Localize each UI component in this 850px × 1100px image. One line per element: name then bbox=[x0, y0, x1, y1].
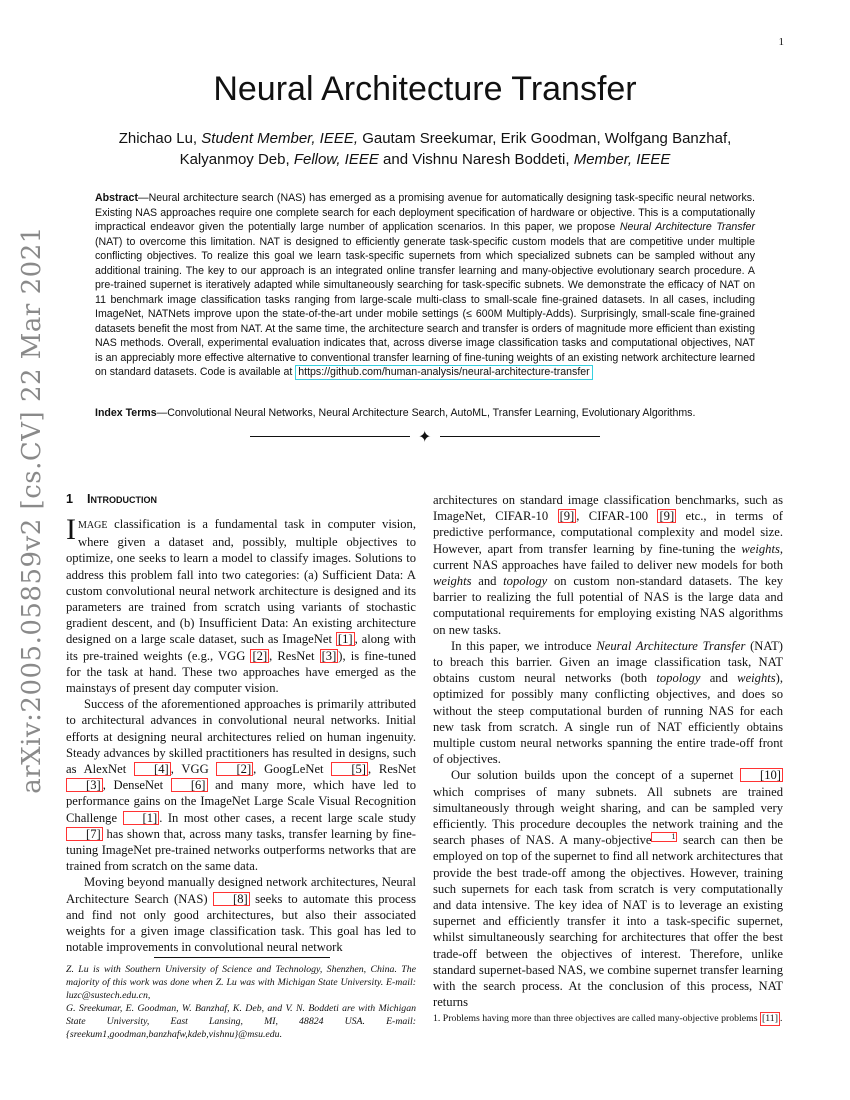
citation-link[interactable]: [2] bbox=[216, 762, 253, 776]
author-4-role: Member, IEEE bbox=[573, 151, 671, 168]
paragraph bbox=[433, 767, 783, 1010]
paragraph bbox=[66, 874, 416, 955]
italic-term: topology bbox=[656, 671, 701, 686]
text: (NAT) to breach this barrier. Given an image classification task, NAT obtains custom neural networks (both bbox=[433, 638, 783, 686]
text: and bbox=[471, 574, 504, 589]
abstract-text-1: —Neural architecture search (NAS) has emerged as a promising avenue for automatically designing task-specific neural networks. Existing NAS approaches require one complete search for each deployment specification of hardware or objective. This is a computationally impractical endeavor given the potentially large number of application scenarios. In this paper, we propose bbox=[95, 192, 755, 233]
italic-term: topology bbox=[503, 574, 548, 589]
italic-term: weights bbox=[433, 574, 472, 589]
abstract-nat-term: Neural Architecture Transfer bbox=[619, 221, 755, 233]
citation-link[interactable]: [9] bbox=[559, 509, 575, 524]
citation-link[interactable]: [1] bbox=[123, 811, 160, 825]
separator-diamond-icon: ✦ bbox=[418, 427, 432, 446]
text: search can then be employed on top of the supernet to find all network architectures that provide the best trade-off among the objectives. However, training such supernets for each task from scratch is very computationally and data intensive. The key idea of NAT is to leverage an existing supernet and efficiently transfer it into a task-specific supernet, whilst simultaneously searching for architectures that offer the best trade-off between the objectives of interest. Therefore, unlike standard supernet-based NAS, we combine supernet transfer learning with the search process. At the conclusion of this process, NAT returns bbox=[433, 833, 783, 1010]
footnote-marker-link[interactable]: 1 bbox=[651, 832, 677, 842]
text: seeks to automate this process and find not only good architectures, but also their associated weights for a given image classification task. This goal has led to notable improvements in convolutional neural network bbox=[66, 891, 416, 955]
section-separator bbox=[250, 428, 600, 446]
citation-link[interactable]: [10] bbox=[740, 768, 783, 782]
section-number: 1 bbox=[66, 492, 74, 506]
abstract-label: Abstract bbox=[95, 192, 138, 204]
separator-line-left bbox=[250, 436, 410, 437]
footnote-rule bbox=[154, 957, 330, 958]
drop-cap: I bbox=[66, 513, 76, 546]
arxiv-stamp bbox=[12, 226, 52, 794]
author-2: Gautam Sreekumar, Erik Goodman, Wolfgang Banzhaf, bbox=[358, 130, 732, 147]
abstract-text-2: (NAT) to overcome this limitation. NAT is designed to efficiently generate task-specific custom models that are competitive under multiple conflicting objectives. To realize this goal we learn task-specific supernets from which specialized subnets can be sampled without any additional training. The key to our approach is an integrated online transfer learning and many-objective evolutionary search procedure. A pre-trained supernet is iteratively adapted while simultaneously searching for task-specific subnets. We demonstrate the efficacy of NAT on 11 benchmark image classification tasks ranging from large-scale multi-class to small-scale fine-grained datasets. In all cases, including ImageNet, NATNets improve upon the state-of-the-art under mobile settings (≤ 600M Multiply-Adds). Surprisingly, small-scale fine-grained datasets benefit the most from NAT. At the same time, the architecture search and transfer is orders of magnitude more efficient than existing NAS methods. Overall, experimental evaluation indicates that, across diverse image classification tasks and computational objectives, NAT is an appreciably more effective alternative to conventional transfer learning of fine-tuning weights of an existing network architecture learned on standard datasets. Code is available at bbox=[95, 235, 755, 378]
citation-link[interactable]: [6] bbox=[171, 778, 208, 792]
author-1-role: Student Member, IEEE, bbox=[201, 130, 359, 147]
code-repository-link[interactable]: https://github.com/human-analysis/neural-architecture-transfer bbox=[295, 365, 592, 380]
affiliation-2: G. Sreekumar, E. Goodman, W. Banzhaf, K. Deb, and V. N. Boddeti are with Michigan State University, East Lansing, MI, 48824 USA. E-mail: {sreekum1,goodman,banzhafw,kdeb,vishnu}@msu.edu. bbox=[66, 1003, 416, 1040]
citation-link[interactable]: [7] bbox=[66, 827, 103, 841]
right-column bbox=[433, 492, 783, 1011]
author-3: Kalyanmoy Deb, bbox=[179, 151, 294, 168]
text: , DenseNet bbox=[102, 778, 171, 793]
text: , CIFAR-100 bbox=[576, 509, 658, 524]
text: on custom non-standard datasets. The key barrier to realizing the full potential of NAS is the large data and computational requirements for employing existing NAS algorithms on new tasks. bbox=[433, 574, 783, 637]
text: ), optimized for possibly many conflicting objectives, and does so without the steep computational burden of running NAS for each new task from scratch. A single run of NAT efficiently obtains multiple custom neural networks spanning the entire trade-off front of objectives. bbox=[433, 671, 783, 767]
paper-title: Neural Architecture Transfer bbox=[213, 70, 637, 108]
left-column bbox=[66, 492, 416, 955]
text: Success of the aforementioned approaches is primarily attributed to architectural advances in convolutional neural networks. Initial efforts at designing neural architectures relied on human ingenuity. Steady advances by skilled practitioners has resulted in designs, such as AlexNet bbox=[66, 697, 416, 777]
section-title: Introduction bbox=[87, 492, 158, 506]
text: , GoogLeNet bbox=[253, 762, 332, 777]
text: which comprises of many subnets. All subnets are trained simultaneously through weight sharing, and can be sampled very efficiently. This procedure decouples the network training and the search phases of NAS. A many-objective bbox=[433, 784, 783, 848]
separator-line-right bbox=[440, 436, 600, 437]
text: and bbox=[700, 671, 738, 686]
citation-link[interactable]: [9] bbox=[659, 509, 675, 524]
text: . In most other cases, a recent large scale study bbox=[159, 810, 416, 825]
author-4: and Vishnu Naresh Boddeti, bbox=[378, 151, 574, 168]
citation-link[interactable]: [2] bbox=[252, 648, 268, 663]
text: Moving beyond manually designed network architectures, Neural Architecture Search (NAS) bbox=[66, 875, 416, 906]
text: , along with its pre-trained weights (e.g., VGG bbox=[66, 632, 416, 663]
citation-link[interactable]: [3] bbox=[66, 778, 103, 792]
text: has shown that, across many tasks, transfer learning by fine-tuning ImageNet pre-trained networks outperforms networks that are trained from scratch on the same data. bbox=[66, 826, 416, 874]
author-list bbox=[90, 128, 760, 170]
text: architectures on standard image classification benchmarks, such as ImageNet, CIFAR-10 bbox=[433, 493, 783, 524]
footnote bbox=[433, 1012, 783, 1026]
text: classification is a fundamental task in computer vision, where given a dataset and, possibly, multiple objectives to optimize, one seeks to learn a model to classify images. Solutions to address this problem fall into two categories: (a) Sufficient Data: A custom convolutional neural network architecture is designed and its parameters are trained from scratch using variants of stochastic gradient descent, and (b) Insufficient Data: An existing architecture designed on a large scale dataset, such as ImageNet bbox=[66, 517, 416, 647]
text: , current NAS approaches have failed to deliver new models for both bbox=[433, 541, 783, 572]
italic-term: weights bbox=[741, 541, 780, 556]
text: etc., in terms of predictive performance, computational complexity and model size. However, apart from transfer learning by fine-tuning the bbox=[433, 509, 783, 556]
author-1: Zhichao Lu, bbox=[118, 130, 202, 147]
text: Our solution builds upon the concept of a supernet bbox=[451, 768, 741, 783]
paragraph bbox=[433, 638, 783, 768]
citation-link[interactable]: [11] bbox=[762, 1013, 778, 1024]
citation-link[interactable]: [5] bbox=[331, 762, 368, 776]
index-terms-text: —Convolutional Neural Networks, Neural Architecture Search, AutoML, Transfer Learning, Evolutionary Algorithms. bbox=[156, 407, 696, 419]
citation-link[interactable]: [1] bbox=[337, 632, 353, 647]
citation-link[interactable]: [4] bbox=[134, 762, 171, 776]
page-number: 1 bbox=[778, 36, 784, 48]
index-terms-label: Index Terms bbox=[95, 407, 157, 419]
text: and many more, which have led to performance gains on the ImageNet Large Scale Visual Recognition Challenge bbox=[66, 778, 416, 825]
section-heading bbox=[66, 492, 416, 510]
footnote-text: 1. Problems having more than three objectives are called many-objective problems bbox=[433, 1013, 760, 1024]
text: , ResNet bbox=[269, 648, 320, 663]
italic-term: weights bbox=[737, 671, 776, 686]
smallcaps-word: MAGE bbox=[78, 520, 108, 531]
paragraph bbox=[66, 513, 416, 696]
text: , VGG bbox=[170, 762, 217, 777]
author-affiliation-footnote bbox=[66, 963, 416, 1041]
author-3-role: Fellow, IEEE bbox=[293, 151, 379, 168]
affiliation-1: Z. Lu is with Southern University of Science and Technology, Shenzhen, China. The majority of this work was done when Z. Lu was with Michigan State University. E-mail: luzc@sustech.edu.cn, bbox=[66, 964, 416, 1001]
paragraph bbox=[66, 696, 416, 874]
paragraph bbox=[433, 492, 783, 638]
footnote-end: . bbox=[779, 1013, 783, 1024]
index-terms bbox=[95, 406, 755, 420]
italic-term: Neural Architecture Transfer bbox=[596, 638, 746, 653]
text: ), is fine-tuned for the task at hand. These two approaches have emerged as the mainstays of present day computer vision. bbox=[66, 648, 416, 696]
citation-link[interactable]: [8] bbox=[213, 892, 250, 906]
abstract bbox=[95, 191, 755, 380]
arxiv-stamp-text: arXiv:2005.05859v2 [cs.CV] 22 Mar 2021 bbox=[17, 226, 47, 794]
text: In this paper, we introduce bbox=[451, 638, 597, 653]
citation-link[interactable]: [3] bbox=[321, 648, 337, 663]
text: , ResNet bbox=[368, 762, 416, 777]
